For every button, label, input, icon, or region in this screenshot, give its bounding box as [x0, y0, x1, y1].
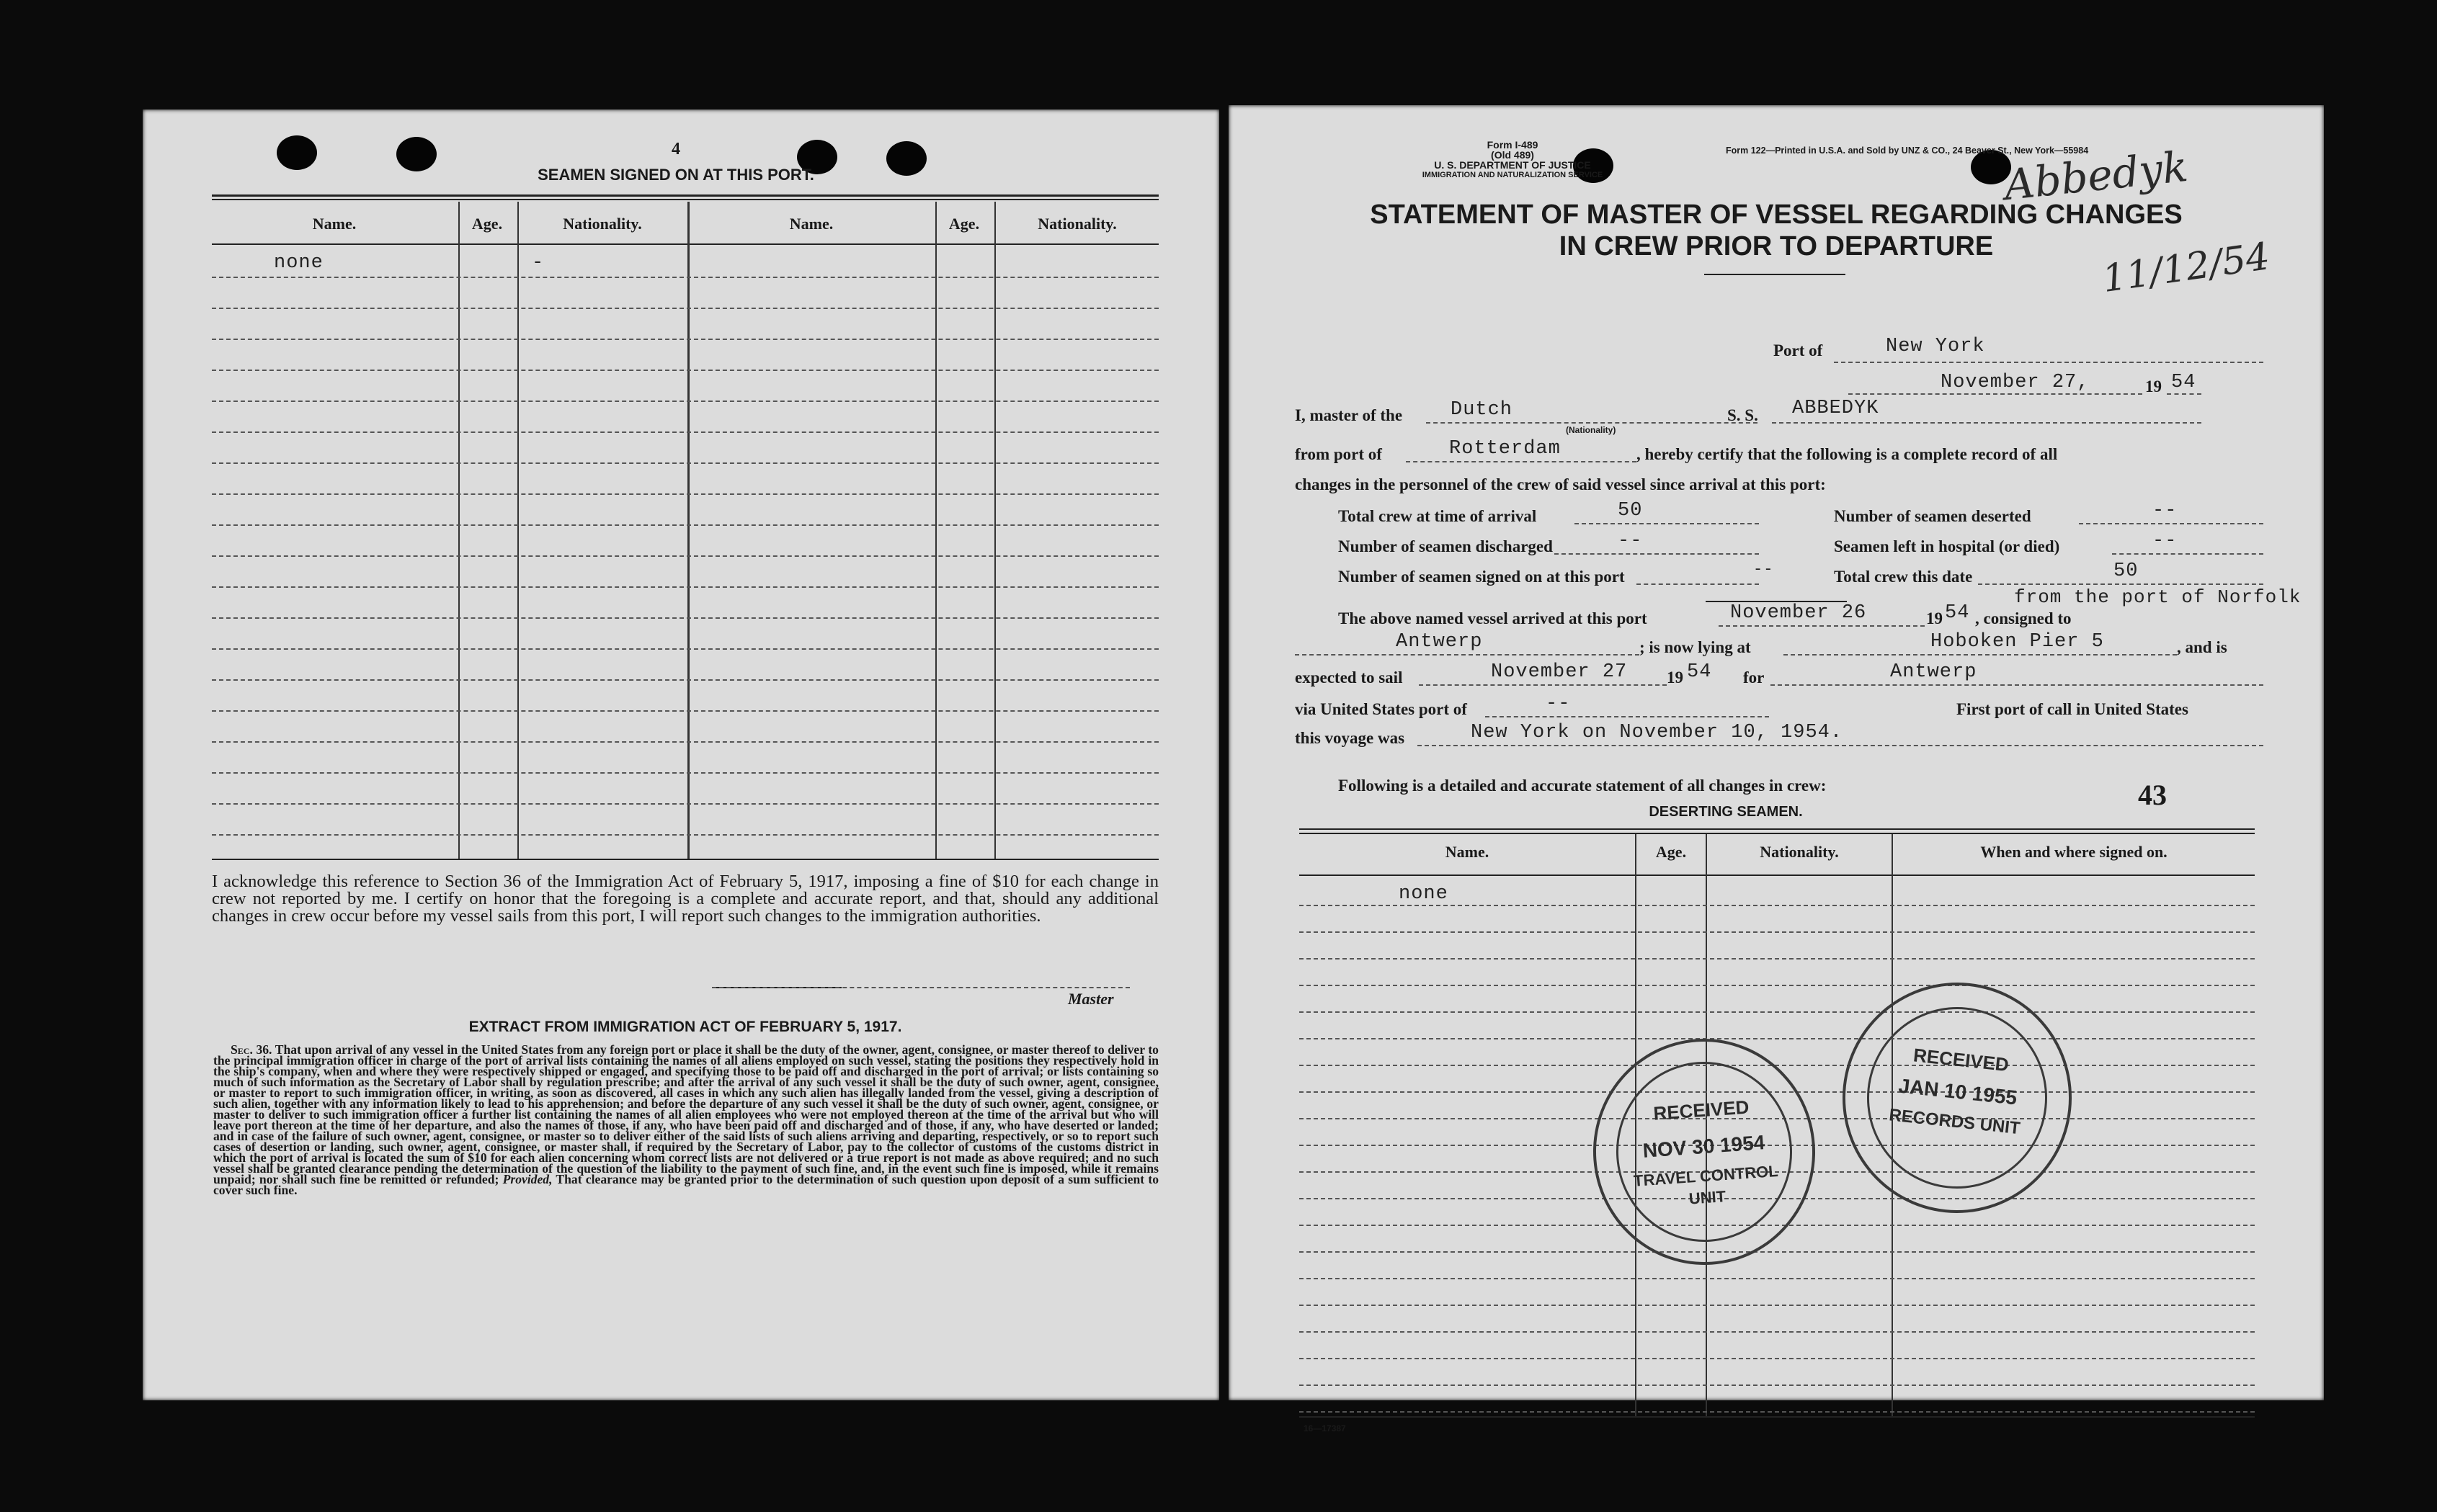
title-line-1: STATEMENT OF MASTER OF VESSEL REGARDING CHANGES — [1370, 200, 2183, 230]
rule — [212, 194, 1159, 197]
from-port-line — [1406, 461, 1636, 462]
extract-provided: Provided, — [502, 1172, 553, 1186]
row-line — [212, 277, 1159, 278]
year-prefix: 19 — [2145, 377, 2162, 395]
port-label: Port of — [1773, 341, 1823, 359]
rule — [212, 199, 1159, 200]
row-line — [212, 834, 1159, 836]
table-top-rule — [1299, 833, 2255, 834]
acknowledgement-text: I acknowledge this reference to Section 36 of the Immigration Act of February 5, 1917, imposing a fine of $10 for each change in crew not reported by me. I certify on honor that the foregoing is a complete and accurate report, and that, should any additional changes in crew occur before my vessel sails from this port, I will report such changes to the immigration authorities. — [212, 872, 1159, 926]
signed-on-label: Number of seamen signed on at this port — [1338, 568, 1625, 586]
first-port-label: First port of call in United States — [1956, 700, 2188, 718]
discharged-label: Number of seamen discharged — [1338, 537, 1553, 555]
left-page — [143, 109, 1219, 1400]
row-line — [212, 710, 1159, 712]
title-line-2: IN CREW PRIOR TO DEPARTURE — [1559, 231, 1994, 261]
col-age-header: Age. — [1655, 843, 1687, 861]
received-stamp-travel-control — [1585, 1032, 1822, 1273]
lying-value: Hoboken Pier 5 — [1930, 631, 2104, 653]
col-name-header-2: Name. — [789, 215, 834, 233]
voyage-line — [1417, 745, 2263, 746]
row-line — [1299, 1384, 2255, 1386]
col-nationality-header: Nationality. — [563, 215, 642, 233]
via-line — [1485, 716, 1769, 717]
handwritten-name: Abbedyk — [2002, 141, 2191, 210]
arrived-year: 54 — [1945, 602, 1970, 624]
first-entry-name: none — [274, 252, 324, 274]
row-line — [212, 586, 1159, 588]
row-line — [212, 741, 1159, 743]
signed-on-line — [1636, 583, 1759, 585]
arrived-line — [1719, 625, 1925, 627]
table-bottom-rule — [212, 859, 1159, 860]
arrived-value: November 26 — [1730, 602, 1867, 624]
row-line — [1299, 1038, 2255, 1039]
row-line — [1299, 1305, 2255, 1306]
table-top-rule — [1299, 828, 2255, 830]
header-rule — [1299, 874, 2255, 876]
discharged-line — [1554, 553, 1759, 555]
voyage-label: this voyage was — [1295, 729, 1405, 747]
col-age-header: Age. — [471, 215, 503, 233]
consignee-value: Antwerp — [1396, 631, 1483, 653]
signature-line — [712, 987, 1130, 988]
from-port-of-norfolk: from the port of Norfolk — [2014, 586, 2302, 608]
row-line — [212, 524, 1159, 526]
row-line — [212, 339, 1159, 340]
received-stamp-records-unit — [1831, 971, 2083, 1224]
stamp1-line-3: TRAVEL CONTROL — [1633, 1161, 1779, 1190]
total-crew-arrival-label: Total crew at time of arrival — [1338, 507, 1537, 525]
footer-code: 16—17387 — [1304, 1423, 1346, 1433]
row-line — [1299, 1411, 2255, 1413]
row-line — [212, 462, 1159, 464]
stamp1-line-4: UNIT — [1688, 1187, 1727, 1208]
consigned-label: , consigned to — [1975, 609, 2072, 627]
following-text: Following is a detailed and accurate statement of all changes in crew: — [1338, 777, 1827, 795]
nationality-value: Dutch — [1451, 399, 1513, 421]
first-entry-nationality: - — [532, 252, 545, 274]
col-nationality-header-2: Nationality. — [1038, 215, 1117, 233]
consignee-line — [1295, 654, 1639, 656]
form-title — [1272, 199, 2281, 262]
total-crew-date-label: Total crew this date — [1834, 568, 1973, 586]
expected-value: November 27 — [1491, 661, 1628, 683]
row-line — [1299, 985, 2255, 986]
and-is-label: , and is — [2177, 638, 2227, 656]
expected-year-prefix: 19 — [1667, 668, 1683, 686]
row-line — [212, 555, 1159, 557]
row-line — [1299, 1331, 2255, 1333]
row-line — [212, 493, 1159, 495]
year-line — [2167, 393, 2201, 395]
nationality-caption: (Nationality) — [1566, 425, 1616, 435]
for-label: for — [1743, 668, 1765, 686]
form-number: Form I-489 — [1487, 139, 1538, 151]
row-line — [212, 308, 1159, 309]
row-line — [1299, 905, 2255, 906]
expected-year: 54 — [1687, 661, 1712, 683]
column-divider — [517, 202, 519, 859]
hospital-line — [2112, 553, 2263, 555]
title-rule — [1704, 274, 1845, 275]
arrived-year-prefix: 19 — [1926, 609, 1943, 627]
deserted-label: Number of seamen deserted — [1834, 507, 2031, 525]
deserting-title: DESERTING SEAMEN. — [1649, 804, 1803, 820]
extract-tail: That clearance may be granted prior to the determination of such question upon deposit of a sum sufficient to cover such fine. — [213, 1172, 1159, 1197]
ss-label: S. S. — [1727, 406, 1758, 424]
date-line — [1848, 393, 2142, 395]
column-divider — [994, 202, 996, 859]
port-value: New York — [1886, 336, 1985, 357]
lying-line — [1783, 654, 2177, 656]
row-line — [1299, 1278, 2255, 1279]
year-value: 54 — [2171, 372, 2196, 393]
col-name-header: Name. — [312, 215, 357, 233]
header-rule — [212, 243, 1159, 245]
port-line — [1834, 362, 2263, 363]
row-line — [1299, 1011, 2255, 1013]
table-bottom-rule — [1299, 1416, 2255, 1418]
row-line — [212, 370, 1159, 371]
row-line — [1299, 931, 2255, 933]
signed-on-value: -- — [1753, 560, 1774, 578]
row-line — [212, 803, 1159, 805]
extract-body — [213, 1044, 1159, 1196]
arrived-label: The above named vessel arrived at this port — [1338, 609, 1647, 627]
stamp1-line-1: RECEIVED — [1652, 1096, 1750, 1124]
deserted-value: -- — [2152, 500, 2178, 522]
col-signed-on-header: When and where signed on. — [1980, 843, 2168, 861]
for-line — [1770, 684, 2263, 686]
expected-line — [1419, 684, 1667, 686]
ship-name-line — [1772, 422, 2201, 424]
stamp2-line-3: RECORDS UNIT — [1888, 1105, 2021, 1139]
lying-label: ; is now lying at — [1639, 638, 1751, 656]
stamp2-line-2: JAN 10 1955 — [1897, 1074, 2018, 1109]
row-line — [212, 648, 1159, 650]
hospital-value: -- — [2152, 530, 2178, 552]
date-value: November 27, — [1941, 372, 2090, 393]
service: IMMIGRATION AND NATURALIZATION SERVICE — [1422, 171, 1603, 179]
extract-text: That upon arrival of any vessel in the United States from any foreign port or place it shall be the duty of the owner, agent, consignee, or master thereof to deliver to the principal immigration officer in charge of the port of arrival lists containing the names of all aliens employed on such vessel, stating the positions they respectively hold in the ship's company, when and where they were respectively shipped or engaged, and specifying those to be paid off and discharged in the port of arrival; or lists containing so much of such information as the Secretary of Labor shall by regulation prescribe; and after the arrival of any such vessel it shall be the duty of such owner, agent, consignee, or master to report to such immigration officer, in writing, as soon as discovered, all cases in which any such alien has illegally landed from the vessel, giving a description of such alien, together with any information likely to lead to his apprehension; and before the departure of any such vessel it shall be the duty of such owner, agent, consignee, or master to deliver to such immigration officer a further list containing the names of all alien employees who were not employed thereon at the time of the arrival but who will leave port thereon at the time of her departure, and also the names of those, if any, who have been paid off and discharged and of those, if any, who have deserted or landed; and in case of the failure of such owner, agent, consignee, or master so to deliver either of the said lists of such aliens arriving and departing, respectively, or so to report such cases of desertion or landing, such owner, agent, consignee, or master shall, if required by the Secretary of Labor, pay to the collector of customs of the customs district in which the port of arrival is located the sum of $10 for each alien concerning whom correct lists are not delivered or a true report is not made as above required; and no such vessel shall be granted clearance pending the determination of the question of the liability to the payment of such fine, and, in the event such fine is imposed, while it remains unpaid; nor shall such fine be remitted or refunded; — [213, 1042, 1159, 1186]
section-title: SEAMEN SIGNED ON AT THIS PORT. — [538, 166, 814, 184]
ship-name: ABBEDYK — [1792, 398, 1879, 419]
col-name-header: Name. — [1445, 843, 1489, 861]
discharged-value: -- — [1618, 530, 1643, 552]
stamp2-line-1: RECEIVED — [1912, 1044, 2010, 1076]
punch-hole — [277, 135, 317, 170]
master-label: I, master of the — [1295, 406, 1403, 424]
via-value: -- — [1546, 693, 1571, 715]
row-line — [212, 772, 1159, 774]
form-number-block — [1404, 140, 1621, 180]
total-crew-arrival-line — [1574, 523, 1759, 524]
row-line — [1299, 1358, 2255, 1359]
deserted-line — [2079, 523, 2263, 524]
nationality-line — [1426, 422, 1757, 424]
for-value: Antwerp — [1890, 661, 1977, 683]
expected-label: expected to sail — [1295, 668, 1403, 686]
certify-text: , hereby certify that the following is a complete record of all — [1636, 445, 2058, 463]
stamp1-line-2: NOV 30 1954 — [1641, 1131, 1766, 1162]
printer-line: Form 122—Printed in U.S.A. and Sold by UNZ & CO., 24 Beaver St., New York—55984 — [1726, 146, 2089, 156]
form-old: (Old 489) — [1491, 149, 1534, 161]
column-divider — [935, 202, 937, 859]
total-crew-date-value: 50 — [2113, 560, 2139, 582]
from-port-value: Rotterdam — [1449, 438, 1561, 460]
sheet-number: 43 — [2138, 779, 2167, 811]
changes-text: changes in the personnel of the crew of said vessel since arrival at this port: — [1295, 475, 1826, 493]
row-line — [1299, 1251, 2255, 1253]
extract-title: EXTRACT FROM IMMIGRATION ACT OF FEBRUARY 5, 1917. — [468, 1019, 902, 1035]
first-entry-name: none — [1399, 883, 1448, 905]
row-line — [212, 431, 1159, 433]
row-line — [212, 617, 1159, 619]
punch-hole — [886, 141, 927, 176]
extract-lead: Sec. 36. — [231, 1042, 272, 1057]
total-crew-arrival-value: 50 — [1618, 500, 1643, 522]
row-line — [212, 401, 1159, 402]
column-divider — [687, 202, 690, 859]
page-number: 4 — [672, 140, 680, 158]
master-label: Master — [1068, 990, 1114, 1008]
row-line — [212, 679, 1159, 681]
total-crew-date-line — [1978, 583, 2263, 585]
via-label: via United States port of — [1295, 700, 1467, 718]
col-nationality-header: Nationality. — [1760, 843, 1839, 861]
department: U. S. DEPARTMENT OF JUSTICE — [1434, 159, 1591, 171]
voyage-value: New York on November 10, 1954. — [1471, 722, 1843, 743]
col-age-header-2: Age. — [948, 215, 980, 233]
from-port-label: from port of — [1295, 445, 1382, 463]
right-page — [1229, 105, 2324, 1433]
handwritten-date: 11/12/54 — [2099, 235, 2273, 301]
punch-hole — [396, 137, 437, 171]
row-line — [1299, 958, 2255, 959]
column-divider — [458, 202, 460, 859]
hospital-label: Seamen left in hospital (or died) — [1834, 537, 2060, 555]
